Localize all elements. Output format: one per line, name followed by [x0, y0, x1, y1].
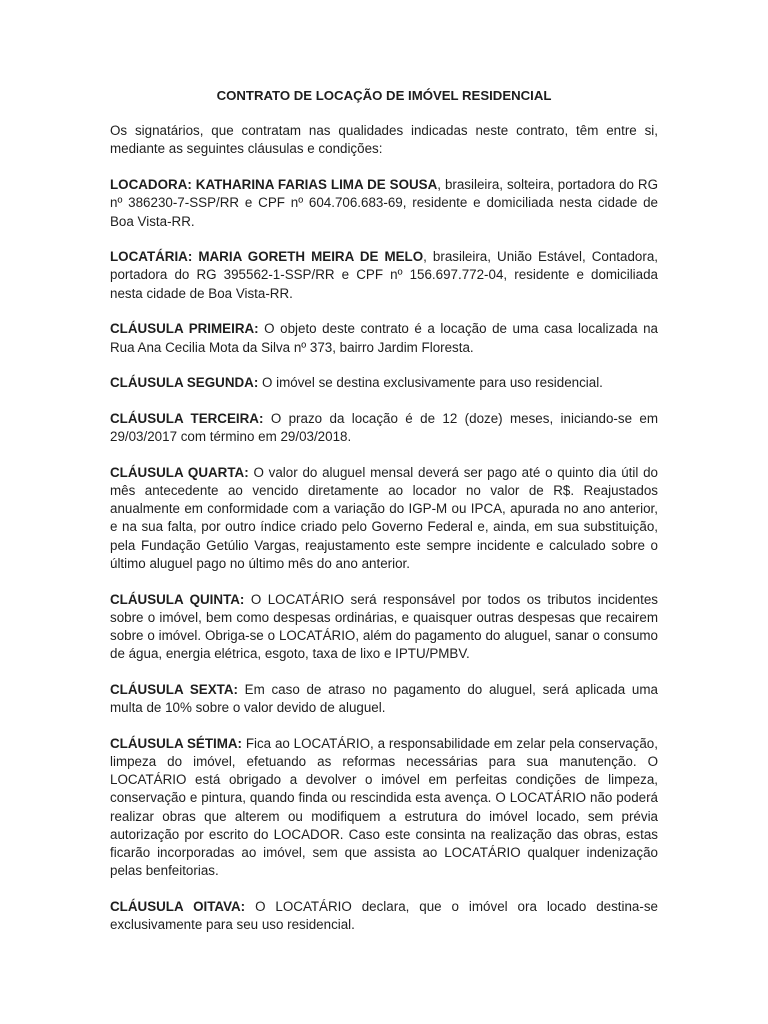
clause-label: CLÁUSULA QUARTA: — [110, 464, 249, 480]
clause-label: CLÁUSULA OITAVA: — [110, 898, 246, 914]
clause-first — [110, 320, 658, 356]
paragraph-text: Os signatários, que contratam nas qualidades indicadas neste contrato, têm entre si, mediante as seguintes cláusulas e condições: — [110, 123, 658, 157]
clause-seventh — [110, 735, 658, 881]
clause-second — [110, 374, 658, 392]
clause-third — [110, 410, 658, 446]
clause-fifth — [110, 591, 658, 664]
clause-text: Em caso de atraso no pagamento do aluguel, será aplicada uma multa de 10% sobre o valor devido de aluguel. — [110, 681, 658, 716]
document-title: CONTRATO DE LOCAÇÃO DE IMÓVEL RESIDENCIAL — [216, 88, 552, 103]
paragraph-text: , brasileira, União Estável, Contadora, portadora do RG 395562-1-SSP/RR e CPF nº 156.697.772-04, residente e domiciliada nesta cidade de Boa Vista-RR. — [110, 249, 658, 301]
clause-text: O valor do aluguel mensal deverá ser pago até o quinto dia útil do mês antecedente ao vencido diretamente ao locador no valor de R$. Reajustados anualmente em conformidade com a variação do IGP-M ou IPCA, apurada no ano anterior, e na sua falta, por outro índice criado pelo Governo Federal e, ainda, em sua substituição, pela Fundação Getúlio Vargas, reajustamento este sempre incidente e calculado sobre o último aluguel pago no último mês do ano anterior. — [110, 464, 658, 571]
clause-text: Fica ao LOCATÁRIO, a responsabilidade em zelar pela conservação, limpeza do imóvel, efetuando as reformas necessárias para sua manutenção. O LOCATÁRIO está obrigado a devolver o imóvel em perfeitas condições de limpeza, conservação e pintura, quando finda ou rescindida esta avença. O LOCATÁRIO não poderá realizar obras que alterem ou modifiquem a estrutura do imóvel locado, sem prévia autorização por escrito do LOCADOR. Caso este consinta na realização das obras, estas ficarão incorporadas ao imóvel, sem que assista ao LOCATÁRIO qualquer indenização pelas benfeitorias. — [110, 735, 658, 879]
intro-paragraph — [110, 122, 658, 158]
clause-text: O LOCATÁRIO declara, que o imóvel ora locado destina-se exclusivamente para seu uso residencial. — [110, 898, 658, 933]
clause-text: O prazo da locação é de 12 (doze) meses, iniciando-se em 29/03/2017 com término em 29/03/2018. — [110, 410, 658, 445]
clause-label: CLÁUSULA SEGUNDA: — [110, 375, 259, 391]
clause-text: O imóvel se destina exclusivamente para uso residencial. — [258, 375, 603, 391]
locadora-paragraph — [110, 176, 658, 231]
paragraph-label: LOCADORA: KATHARINA FARIAS LIMA DE SOUSA — [110, 177, 438, 193]
clause-sixth — [110, 681, 658, 717]
clause-text: O objeto deste contrato é a locação de uma casa localizada na Rua Ana Cecilia Mota da Silva nº 373, bairro Jardim Floresta. — [110, 321, 658, 355]
paragraph-label: LOCATÁRIA: MARIA GORETH MEIRA DE MELO — [110, 249, 424, 265]
clause-label: CLÁUSULA TERCEIRA: — [110, 410, 264, 426]
clause-label: CLÁUSULA SEXTA: — [110, 681, 238, 697]
clause-label: CLÁUSULA QUINTA: — [110, 591, 245, 607]
locataria-paragraph — [110, 248, 658, 303]
paragraph-text: , brasileira, solteira, portadora do RG nº 386230-7-SSP/RR e CPF nº 604.706.683-69, residente e domiciliada nesta cidade de Boa Vista-RR. — [110, 177, 659, 229]
clause-label: CLÁUSULA PRIMEIRA: — [110, 321, 259, 337]
clause-text: O LOCATÁRIO será responsável por todos os tributos incidentes sobre o imóvel, bem como despesas ordinárias, e quaisquer outras despesas que recairem sobre o imóvel. Obriga-se o LOCATÁRIO, além do pagamento do aluguel, sanar o consumo de água, energia elétrica, esgoto, taxa de lixo e IPTU/PMBV. — [110, 591, 658, 662]
clause-label: CLÁUSULA SÉTIMA: — [110, 735, 243, 751]
clause-fourth — [110, 464, 658, 573]
contract-document — [110, 87, 658, 952]
clause-eighth — [110, 898, 658, 934]
